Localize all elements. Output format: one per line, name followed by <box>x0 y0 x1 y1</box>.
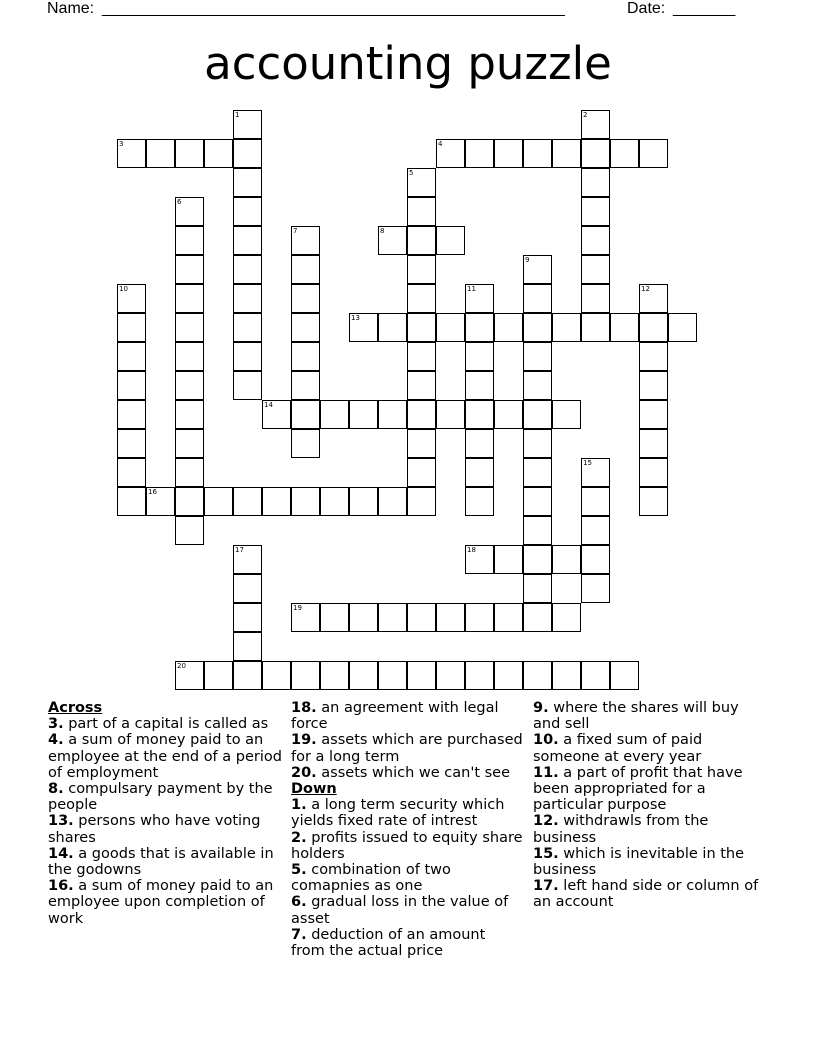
grid-cell[interactable] <box>581 661 610 690</box>
grid-cell[interactable] <box>465 284 494 313</box>
clue-item <box>291 732 523 764</box>
grid-cell[interactable] <box>407 487 436 516</box>
clue-item-text: where the shares will buy and sell <box>533 700 739 733</box>
clue-item-number: 17. <box>533 878 559 895</box>
clue-item-text: gradual loss in the value of asset <box>291 894 509 927</box>
grid-cell[interactable] <box>233 603 262 632</box>
clue-number: 12 <box>641 285 650 293</box>
grid-cell[interactable] <box>523 313 552 342</box>
grid-cell[interactable] <box>523 342 552 371</box>
grid-cell[interactable] <box>610 661 639 690</box>
clue-item-text: a sum of money paid to an employee upon completion of work <box>48 878 274 927</box>
grid-cell[interactable] <box>523 400 552 429</box>
grid-cell[interactable] <box>349 661 378 690</box>
grid-cell[interactable] <box>378 661 407 690</box>
grid-cell[interactable] <box>494 545 523 574</box>
clue-number: 3 <box>119 140 124 148</box>
grid-cell[interactable] <box>465 342 494 371</box>
grid-cell[interactable] <box>320 661 349 690</box>
clue-item-text: persons who have voting shares <box>48 813 261 846</box>
grid-cell[interactable] <box>523 139 552 168</box>
clue-item <box>533 732 763 764</box>
grid-cell[interactable] <box>175 342 204 371</box>
grid-cell[interactable] <box>523 516 552 545</box>
clue-item-text: assets which we can't see <box>321 764 511 781</box>
clue-item <box>291 927 523 959</box>
clue-item-text: an agreement with legal force <box>291 700 499 733</box>
section-heading: Down <box>291 781 337 798</box>
grid-cell[interactable] <box>349 487 378 516</box>
grid-cell[interactable] <box>581 139 610 168</box>
clue-number: 13 <box>351 314 360 322</box>
grid-cell[interactable] <box>291 226 320 255</box>
grid-cell[interactable] <box>610 139 639 168</box>
clue-item-number: 13. <box>48 813 74 830</box>
grid-cell[interactable] <box>291 342 320 371</box>
grid-cell[interactable] <box>349 400 378 429</box>
grid-cell[interactable] <box>233 139 262 168</box>
grid-cell[interactable] <box>523 661 552 690</box>
grid-cell[interactable] <box>523 429 552 458</box>
clue-item-number: 2. <box>291 829 307 846</box>
clue-item-text: a goods that is available in the godowns <box>48 845 274 879</box>
grid-cell[interactable] <box>262 661 291 690</box>
grid-cell[interactable] <box>639 342 668 371</box>
clue-item <box>48 732 284 781</box>
grid-cell[interactable] <box>320 400 349 429</box>
grid-cell[interactable] <box>291 255 320 284</box>
clue-item-text: which is inevitable in the business <box>533 845 745 879</box>
clue-item <box>533 878 763 910</box>
grid-cell[interactable] <box>233 661 262 690</box>
grid-cell[interactable] <box>581 168 610 197</box>
clue-item-text: part of a capital is called as <box>68 716 269 733</box>
grid-cell[interactable] <box>175 139 204 168</box>
grid-cell[interactable] <box>378 487 407 516</box>
grid-cell[interactable] <box>117 139 146 168</box>
clue-item-text: profits issued to equity share holders <box>291 829 523 862</box>
clue-number: 10 <box>119 285 128 293</box>
clue-column-2 <box>291 700 523 959</box>
clue-number: 5 <box>409 169 414 177</box>
date-field[interactable]: _______ <box>673 0 736 17</box>
grid-cell[interactable] <box>639 458 668 487</box>
grid-cell[interactable] <box>117 400 146 429</box>
grid-cell[interactable] <box>233 226 262 255</box>
grid-cell[interactable] <box>465 139 494 168</box>
grid-cell[interactable] <box>436 400 465 429</box>
grid-cell[interactable] <box>117 458 146 487</box>
grid-cell[interactable] <box>175 487 204 516</box>
grid-cell[interactable] <box>523 487 552 516</box>
clue-item-text: assets which are purchased for a long term <box>291 732 523 765</box>
grid-cell[interactable] <box>291 487 320 516</box>
grid-cell[interactable] <box>523 255 552 284</box>
grid-cell[interactable] <box>465 487 494 516</box>
grid-cell[interactable] <box>175 255 204 284</box>
grid-cell[interactable] <box>117 342 146 371</box>
clue-item-number: 7. <box>291 926 307 943</box>
clue-item-number: 1. <box>291 797 307 814</box>
grid-cell[interactable] <box>523 603 552 632</box>
clue-item-text: a fixed sum of paid someone at every year <box>533 732 703 765</box>
clue-number: 8 <box>380 227 385 235</box>
page-title: accounting puzzle <box>204 37 612 90</box>
grid-cell[interactable] <box>291 603 320 632</box>
grid-cell[interactable] <box>320 603 349 632</box>
grid-cell[interactable] <box>233 284 262 313</box>
grid-cell[interactable] <box>146 139 175 168</box>
grid-cell[interactable] <box>581 574 610 603</box>
grid-cell[interactable] <box>349 603 378 632</box>
clue-item <box>291 862 523 894</box>
clue-item-number: 14. <box>48 845 74 862</box>
grid-cell[interactable] <box>117 429 146 458</box>
grid-cell[interactable] <box>494 603 523 632</box>
grid-cell[interactable] <box>291 661 320 690</box>
grid-cell[interactable] <box>407 603 436 632</box>
grid-cell[interactable] <box>233 487 262 516</box>
grid-cell[interactable] <box>233 197 262 226</box>
grid-cell[interactable] <box>233 255 262 284</box>
grid-cell[interactable] <box>436 603 465 632</box>
clue-item <box>533 846 763 878</box>
grid-cell[interactable] <box>639 400 668 429</box>
clue-number: 7 <box>293 227 298 235</box>
grid-cell[interactable] <box>320 487 349 516</box>
clue-number: 18 <box>467 546 476 554</box>
grid-cell[interactable] <box>407 342 436 371</box>
grid-cell[interactable] <box>581 458 610 487</box>
clue-item-number: 4. <box>48 732 64 749</box>
clue-number: 15 <box>583 459 592 467</box>
grid-cell[interactable] <box>552 603 581 632</box>
grid-cell[interactable] <box>552 661 581 690</box>
grid-cell[interactable] <box>581 545 610 574</box>
grid-cell[interactable] <box>494 139 523 168</box>
grid-cell[interactable] <box>465 400 494 429</box>
grid-cell[interactable] <box>407 400 436 429</box>
grid-cell[interactable] <box>494 400 523 429</box>
grid-cell[interactable] <box>668 313 697 342</box>
clue-item-number: 9. <box>533 700 549 716</box>
grid-cell[interactable] <box>407 226 436 255</box>
grid-cell[interactable] <box>581 110 610 139</box>
clue-number: 1 <box>235 111 240 119</box>
grid-cell[interactable] <box>378 226 407 255</box>
grid-cell[interactable] <box>407 168 436 197</box>
grid-cell[interactable] <box>523 371 552 400</box>
clue-number: 4 <box>438 140 443 148</box>
clue-item-text: a long term security which yields fixed rate of intrest <box>291 797 505 830</box>
grid-cell[interactable] <box>175 400 204 429</box>
grid-cell[interactable] <box>552 313 581 342</box>
grid-cell[interactable] <box>581 516 610 545</box>
grid-cell[interactable] <box>581 284 610 313</box>
clue-item <box>533 765 763 814</box>
clue-item <box>533 700 763 732</box>
grid-cell[interactable] <box>117 487 146 516</box>
grid-cell[interactable] <box>436 313 465 342</box>
clue-item-number: 3. <box>48 716 64 733</box>
clue-number: 2 <box>583 111 588 119</box>
clue-item-number: 5. <box>291 862 307 879</box>
grid-cell[interactable] <box>146 487 175 516</box>
clue-number: 19 <box>293 604 302 612</box>
grid-cell[interactable] <box>407 458 436 487</box>
grid-cell[interactable] <box>407 284 436 313</box>
grid-cell[interactable] <box>465 371 494 400</box>
grid-cell[interactable] <box>436 226 465 255</box>
grid-cell[interactable] <box>204 139 233 168</box>
grid-cell[interactable] <box>175 661 204 690</box>
grid-cell[interactable] <box>639 429 668 458</box>
grid-cell[interactable] <box>436 139 465 168</box>
clue-column-1 <box>48 700 284 927</box>
clue-number: 9 <box>525 256 530 264</box>
clue-item-text: compulsary payment by the people <box>48 781 273 814</box>
clue-item <box>48 878 284 927</box>
grid-cell[interactable] <box>407 313 436 342</box>
grid-cell[interactable] <box>175 226 204 255</box>
grid-cell[interactable] <box>407 255 436 284</box>
grid-cell[interactable] <box>581 255 610 284</box>
clue-item <box>291 797 523 829</box>
clue-item-number: 6. <box>291 894 307 911</box>
grid-cell[interactable] <box>378 400 407 429</box>
grid-cell[interactable] <box>639 284 668 313</box>
grid-cell[interactable] <box>233 342 262 371</box>
grid-cell[interactable] <box>233 313 262 342</box>
grid-cell[interactable] <box>262 400 291 429</box>
clue-item-number: 16. <box>48 878 74 895</box>
grid-cell[interactable] <box>494 661 523 690</box>
grid-cell[interactable] <box>552 400 581 429</box>
grid-cell[interactable] <box>291 313 320 342</box>
grid-cell[interactable] <box>639 139 668 168</box>
clue-item <box>48 716 284 732</box>
grid-cell[interactable] <box>233 168 262 197</box>
grid-cell[interactable] <box>407 197 436 226</box>
grid-cell[interactable] <box>233 545 262 574</box>
grid-cell[interactable] <box>378 603 407 632</box>
grid-cell[interactable] <box>291 400 320 429</box>
clue-item-number: 11. <box>533 764 559 781</box>
grid-cell[interactable] <box>204 661 233 690</box>
grid-cell[interactable] <box>175 313 204 342</box>
grid-cell[interactable] <box>175 516 204 545</box>
clue-item <box>48 781 284 813</box>
clue-item <box>48 846 284 878</box>
clue-item-text: a sum of money paid to an employee at the end of a period of employment <box>48 732 282 781</box>
grid-cell[interactable] <box>610 313 639 342</box>
clue-item <box>291 765 523 781</box>
grid-cell[interactable] <box>581 197 610 226</box>
clue-item-number: 19. <box>291 732 317 749</box>
clue-number: 16 <box>148 488 157 496</box>
grid-cell[interactable] <box>175 371 204 400</box>
grid-cell[interactable] <box>233 632 262 661</box>
grid-cell[interactable] <box>204 487 233 516</box>
grid-cell[interactable] <box>465 313 494 342</box>
date-label: Date: <box>627 0 666 17</box>
clue-item-number: 20. <box>291 764 317 781</box>
grid-cell[interactable] <box>436 661 465 690</box>
grid-cell[interactable] <box>117 284 146 313</box>
clue-item <box>48 813 284 845</box>
clue-item-text: combination of two comapnies as one <box>291 862 451 895</box>
grid-cell[interactable] <box>407 429 436 458</box>
grid-cell[interactable] <box>407 371 436 400</box>
clue-item-number: 15. <box>533 845 559 862</box>
clue-number: 14 <box>264 401 273 409</box>
grid-cell[interactable] <box>175 429 204 458</box>
grid-cell[interactable] <box>494 313 523 342</box>
name-label: Name: <box>47 0 95 17</box>
clue-item <box>291 894 523 926</box>
grid-cell[interactable] <box>407 661 436 690</box>
grid-cell[interactable] <box>117 371 146 400</box>
clue-column-3 <box>533 700 763 911</box>
grid-cell[interactable] <box>581 313 610 342</box>
grid-cell[interactable] <box>175 197 204 226</box>
grid-cell[interactable] <box>552 545 581 574</box>
clue-item <box>533 813 763 845</box>
grid-cell[interactable] <box>291 429 320 458</box>
clue-item-number: 10. <box>533 732 559 749</box>
grid-cell[interactable] <box>465 603 494 632</box>
clue-item-number: 8. <box>48 781 64 798</box>
grid-cell[interactable] <box>465 545 494 574</box>
grid-cell[interactable] <box>523 574 552 603</box>
grid-cell[interactable] <box>581 487 610 516</box>
grid-cell[interactable] <box>552 139 581 168</box>
grid-cell[interactable] <box>117 313 146 342</box>
grid-cell[interactable] <box>465 458 494 487</box>
grid-cell[interactable] <box>291 371 320 400</box>
grid-cell[interactable] <box>233 574 262 603</box>
grid-cell[interactable] <box>465 661 494 690</box>
grid-cell[interactable] <box>349 313 378 342</box>
grid-cell[interactable] <box>233 110 262 139</box>
grid-cell[interactable] <box>581 226 610 255</box>
clue-item <box>291 700 523 732</box>
grid-cell[interactable] <box>639 371 668 400</box>
grid-cell[interactable] <box>523 284 552 313</box>
clue-item-number: 12. <box>533 813 559 830</box>
grid-cell[interactable] <box>291 284 320 313</box>
grid-cell[interactable] <box>639 313 668 342</box>
clue-item-text: left hand side or column of an account <box>533 878 759 911</box>
clue-number: 6 <box>177 198 182 206</box>
grid-cell[interactable] <box>523 458 552 487</box>
clue-item <box>291 830 523 862</box>
grid-cell[interactable] <box>262 487 291 516</box>
section-heading: Across <box>48 700 103 716</box>
clue-number: 17 <box>235 546 244 554</box>
clue-item-text: withdrawls from the business <box>533 813 709 846</box>
grid-cell[interactable] <box>175 284 204 313</box>
clue-number: 20 <box>177 662 186 670</box>
grid-cell[interactable] <box>233 371 262 400</box>
grid-cell[interactable] <box>465 429 494 458</box>
grid-cell[interactable] <box>639 487 668 516</box>
name-field[interactable]: ____________________________________________________ <box>102 0 565 17</box>
clue-item-text: a part of profit that have been appropriated for a particular purpose <box>533 764 743 814</box>
clue-item-text: deduction of an amount from the actual price <box>291 926 486 960</box>
clue-number: 11 <box>467 285 476 293</box>
grid-cell[interactable] <box>378 313 407 342</box>
grid-cell[interactable] <box>523 545 552 574</box>
clue-item-number: 18. <box>291 700 317 716</box>
grid-cell[interactable] <box>175 458 204 487</box>
